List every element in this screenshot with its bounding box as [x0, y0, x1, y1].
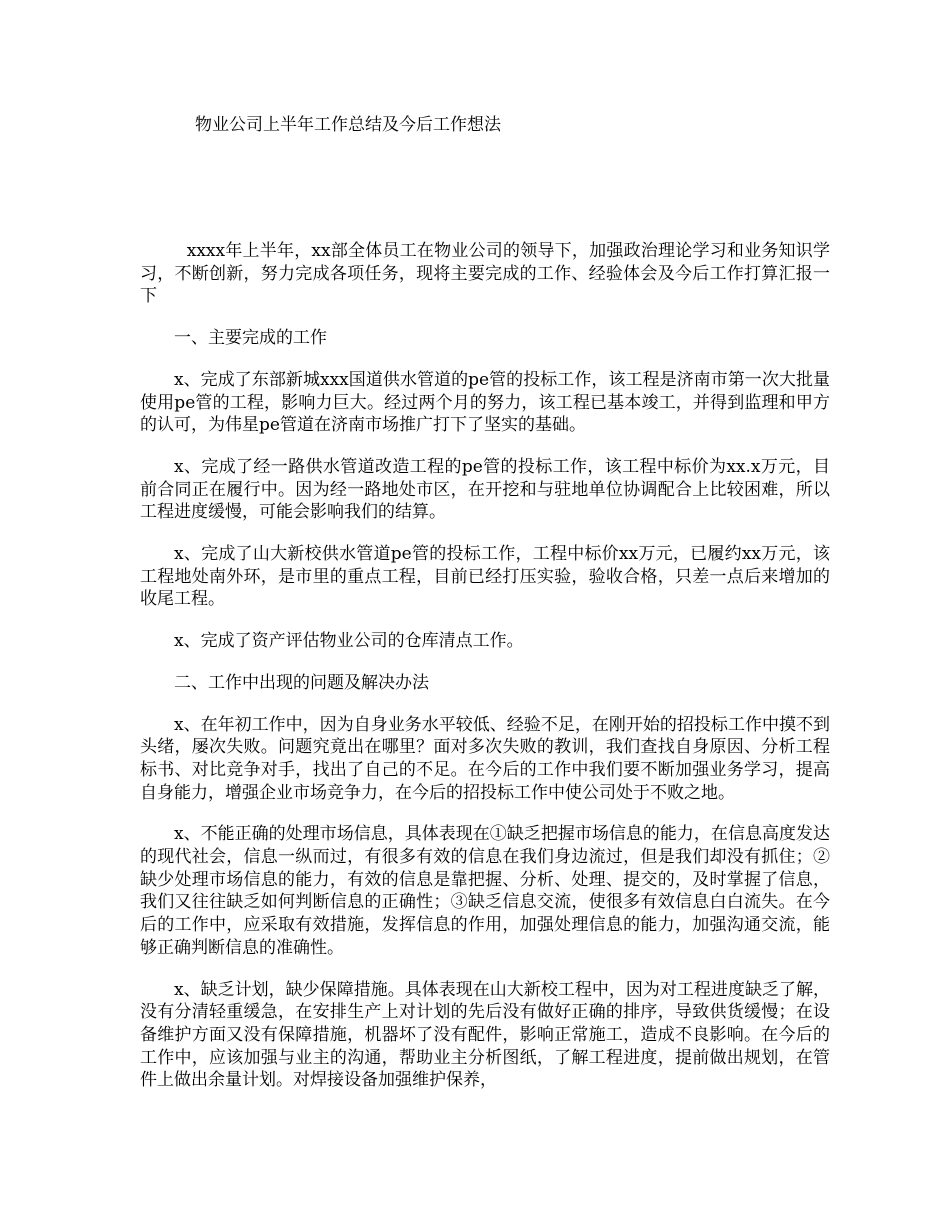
work-item-paragraph: x、完成了东部新城xxx国道供水管道的pe管的投标工作，该工程是济南市第一次大批量使用pe管的工程，影响力巨大。经过两个月的努力，该工程已基本竣工，并得到监理和甲方的认可，为伟星pe管道在济南市场推广打下了坚实的基础。: [140, 369, 830, 436]
section-heading-main-work: 一、主要完成的工作: [174, 328, 327, 349]
problem-item-paragraph: x、不能正确的处理市场信息，具体表现在①缺乏把握市场信息的能力，在信息高度发达的现代社会，信息一纵而过，有很多有效的信息在我们身边流过，但是我们却没有抓住；②缺少处理市场信息的能力，有效的信息是靠把握、分析、处理、提交的，及时掌握了信息，我们又往往缺乏如何判断信息的正确性；③缺乏信息交流，使很多有效信息白白流失。在今后的工作中，应采取有效措施，发挥信息的作用，加强处理信息的能力，加强沟通交流，能够正确判断信息的准确性。: [140, 824, 830, 958]
work-item-paragraph: x、完成了经一路供水管道改造工程的pe管的投标工作，该工程中标价为xx.x万元，目前合同正在履行中。因为经一路地处市区，在开挖和与驻地单位协调配合上比较困难，所以工程进度缓慢，可能会影响我们的结算。: [140, 456, 830, 523]
work-item-paragraph: x、完成了资产评估物业公司的仓库清点工作。: [174, 631, 524, 652]
document-body: [140, 240, 830, 1111]
intro-paragraph: xxxx年上半年，xx部全体员工在物业公司的领导下，加强政治理论学习和业务知识学习，不断创新，努力完成各项任务，现将主要完成的工作、经验体会及今后工作打算汇报一下: [140, 241, 830, 307]
problem-item-paragraph: x、在年初工作中，因为自身业务水平较低、经验不足，在刚开始的招投标工作中摸不到头绪，屡次失败。问题究竟出在哪里？面对多次失败的教训，我们查找自身原因、分析工程标书、对比竞争对手，找出了自己的不足。在今后的工作中我们要不断加强业务学习，提高自身能力，增强企业市场竞争力，在今后的招投标工作中使公司处于不败之地。: [140, 714, 830, 803]
section-heading-problems: 二、工作中出现的问题及解决办法: [174, 672, 429, 693]
document-title: 物业公司上半年工作总结及今后工作想法: [195, 115, 501, 135]
work-item-paragraph: x、完成了山大新校供水管道pe管的投标工作，工程中标价xx万元，已履约xx万元，该工程地处南外环，是市里的重点工程，目前已经打压实验，验收合格，只差一点后来增加的收尾工程。: [140, 544, 830, 610]
problem-item-paragraph: x、缺乏计划，缺少保障措施。具体表现在山大新校工程中，因为对工程进度缺乏了解，没有分清轻重缓急，在安排生产上对计划的先后没有做好正确的排序，导致供货缓慢；在设备维护方面又没有保障措施，机器坏了没有配件，影响正常施工，造成不良影响。在今后的工作中，应该加强与业主的沟通，帮助业主分析图纸，了解工程进度，提前做出规划，在管件上做出余量计划。对焊接设备加强维护保养，: [140, 979, 830, 1091]
